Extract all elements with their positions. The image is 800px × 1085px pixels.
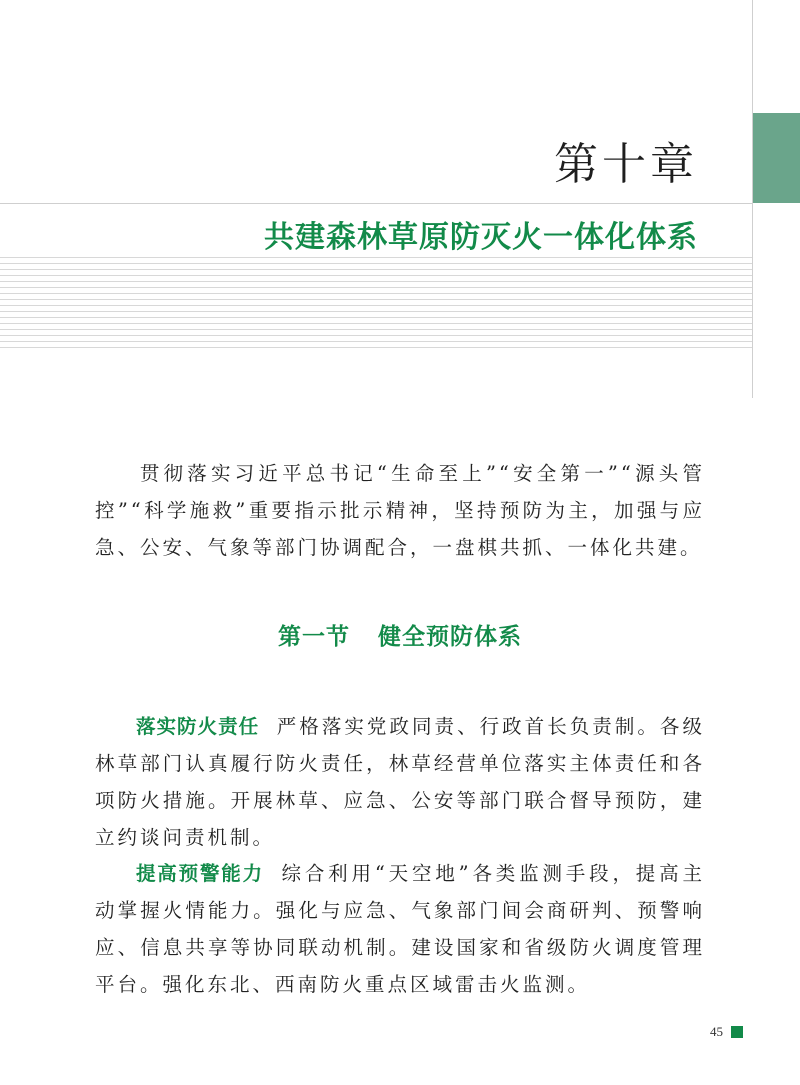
page-number: 45 — [710, 1024, 723, 1039]
paragraph-lead: 提高预警能力 — [135, 861, 264, 885]
paragraph-text: 综合利用“天空地”各类监测手段，提高主动掌握火情能力。强化与应急、气象部门间会商研判、预警响应、信息共享等协同联动机制。建设国家和省级防火调度管理平台。强化东北、西南防火重点区域雷击火监测。 — [95, 861, 705, 996]
section-number: 第一节 — [278, 624, 350, 650]
section-heading — [0, 618, 800, 651]
intro-paragraph: 贯彻落实习近平总书记“生命至上”“安全第一”“源头管控”“科学施救”重要指示批示精神，坚持预防为主，加强与应急、公安、气象等部门协调配合，一盘棋共抓、一体化共建。 — [95, 461, 705, 559]
page-footer — [710, 1024, 743, 1040]
chapter-tab-marker — [753, 113, 800, 203]
page-marker-square — [731, 1026, 743, 1038]
paragraph-lead: 落实防火责任 — [135, 714, 260, 738]
chapter-number-title: 第十章 — [554, 139, 698, 190]
body-paragraph — [95, 855, 705, 1003]
body-paragraph — [95, 708, 705, 856]
paragraph-text: 严格落实党政同责、行政首长负责制。各级林草部门认真履行防火责任，林草经营单位落实主体责任和各项防火措施。开展林草、应急、公安等部门联合督导预防，建立约谈问责机制。 — [95, 714, 705, 849]
chapter-title: 共建森林草原防灭火一体化体系 — [264, 220, 698, 255]
header-divider — [0, 203, 752, 204]
decorative-line-band — [0, 257, 752, 349]
section-title: 健全预防体系 — [378, 624, 522, 650]
